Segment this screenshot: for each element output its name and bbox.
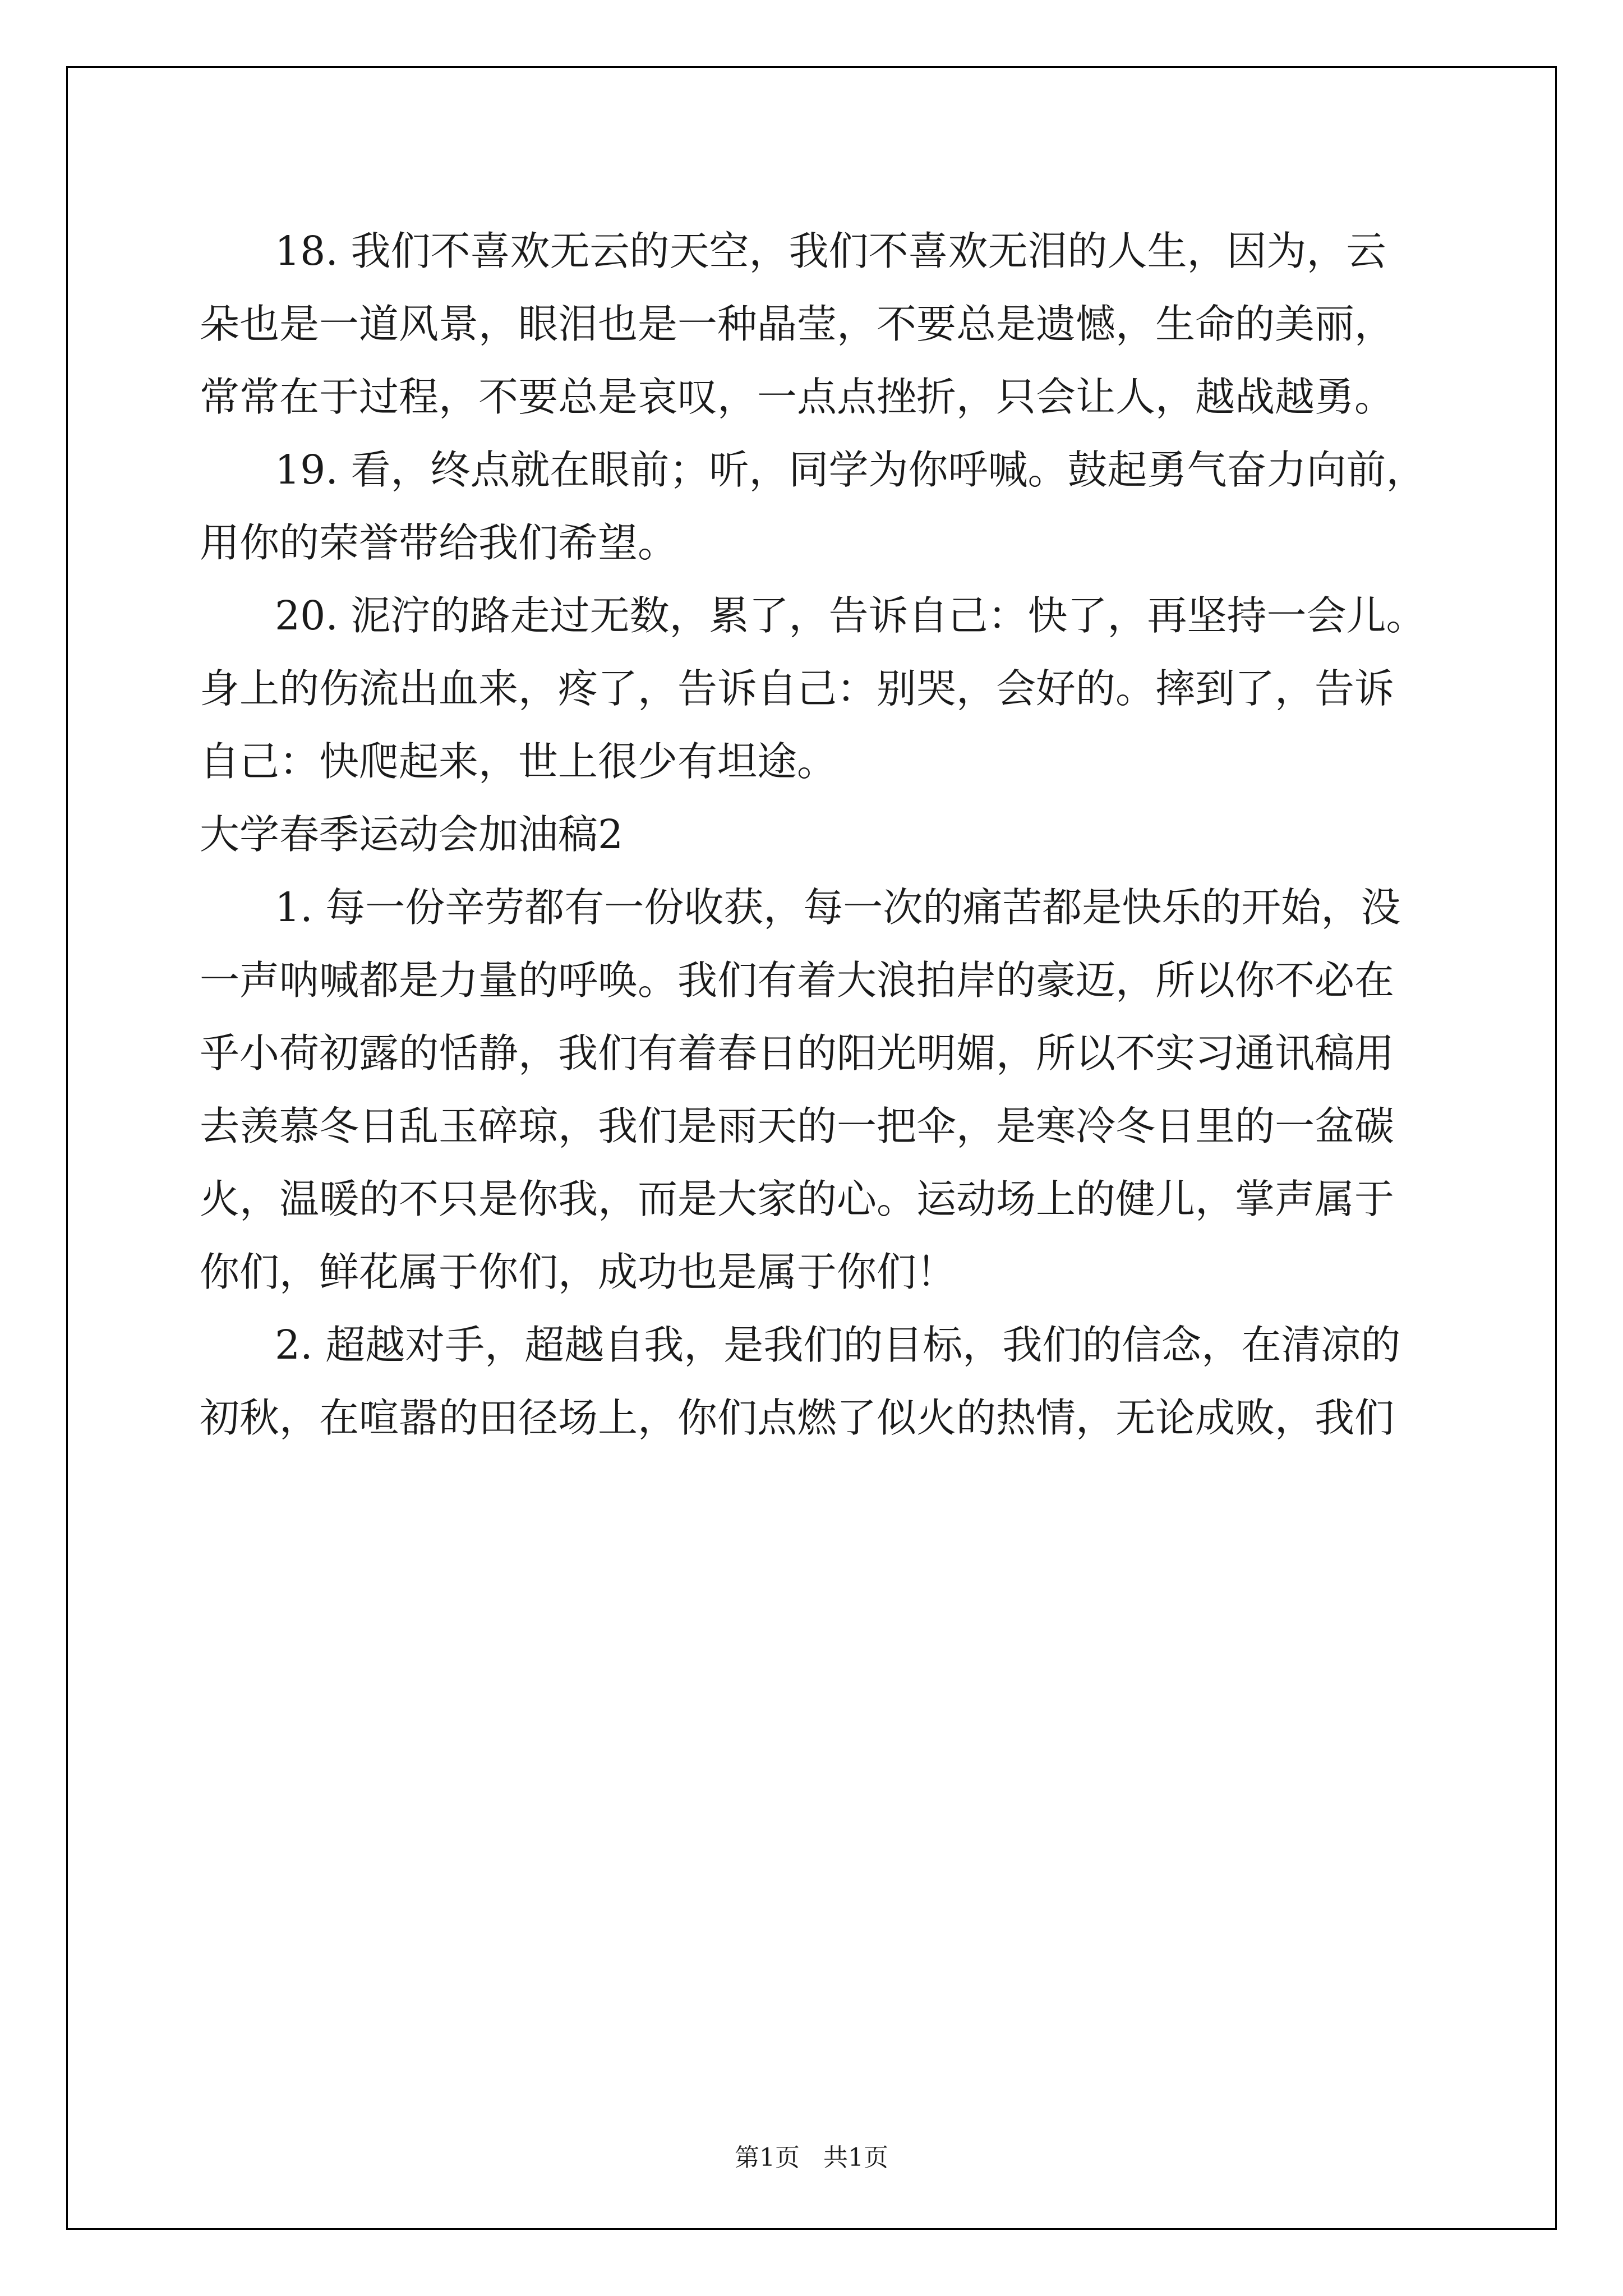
paragraph-20-line-3: 自己：快爬起来，世上很少有坦途。 <box>200 738 837 785</box>
page-footer: 第1页 共1页 <box>735 2143 888 2172</box>
paragraph-1-line-4: 去羡慕冬日乱玉碎琼，我们是雨天的一把伞，是寒冷冬日里的一盆碳 <box>200 1103 1395 1149</box>
paragraph-2-line-2: 初秋，在喧嚣的田径场上，你们点燃了似火的热情，无论成败，我们 <box>200 1395 1395 1441</box>
paragraph-1-line-3: 乎小荷初露的恬静，我们有着春日的阳光明媚，所以不实习通讯稿用 <box>200 1030 1395 1076</box>
paragraph-1-line-5: 火，温暖的不只是你我，而是大家的心。运动场上的健儿，掌声属于 <box>200 1176 1395 1222</box>
paragraph-20-line-1: 20. 泥泞的路走过无数，累了，告诉自己：快了，再坚持一会儿。 <box>275 592 1426 639</box>
paragraph-19-line-1: 19. 看，终点就在眼前；听，同学为你呼喊。鼓起勇气奋力向前， <box>275 447 1426 493</box>
paragraph-1-line-2: 一声呐喊都是力量的呼唤。我们有着大浪拍岸的豪迈，所以你不必在 <box>200 957 1395 1004</box>
paragraph-18-line-1: 18. 我们不喜欢无云的天空，我们不喜欢无泪的人生，因为，云 <box>275 228 1386 274</box>
paragraph-1-line-6: 你们，鲜花属于你们，成功也是属于你们！ <box>200 1249 957 1295</box>
paragraph-1-line-1: 1. 每一份辛劳都有一份收获，每一次的痛苦都是快乐的开始，没 <box>275 884 1401 931</box>
section-heading: 大学春季运动会加油稿2 <box>200 811 624 858</box>
paragraph-20-line-2: 身上的伤流出血来，疼了，告诉自己：别哭，会好的。摔到了，告诉 <box>200 665 1395 712</box>
paragraph-19-line-2: 用你的荣誉带给我们希望。 <box>200 519 678 566</box>
paragraph-18-line-2: 朵也是一道风景，眼泪也是一种晶莹，不要总是遗憾，生命的美丽， <box>200 301 1395 347</box>
paragraph-18-line-3: 常常在于过程，不要总是哀叹，一点点挫折，只会让人，越战越勇。 <box>200 374 1395 420</box>
paragraph-2-line-1: 2. 超越对手，超越自我，是我们的目标，我们的信念，在清凉的 <box>275 1322 1401 1368</box>
